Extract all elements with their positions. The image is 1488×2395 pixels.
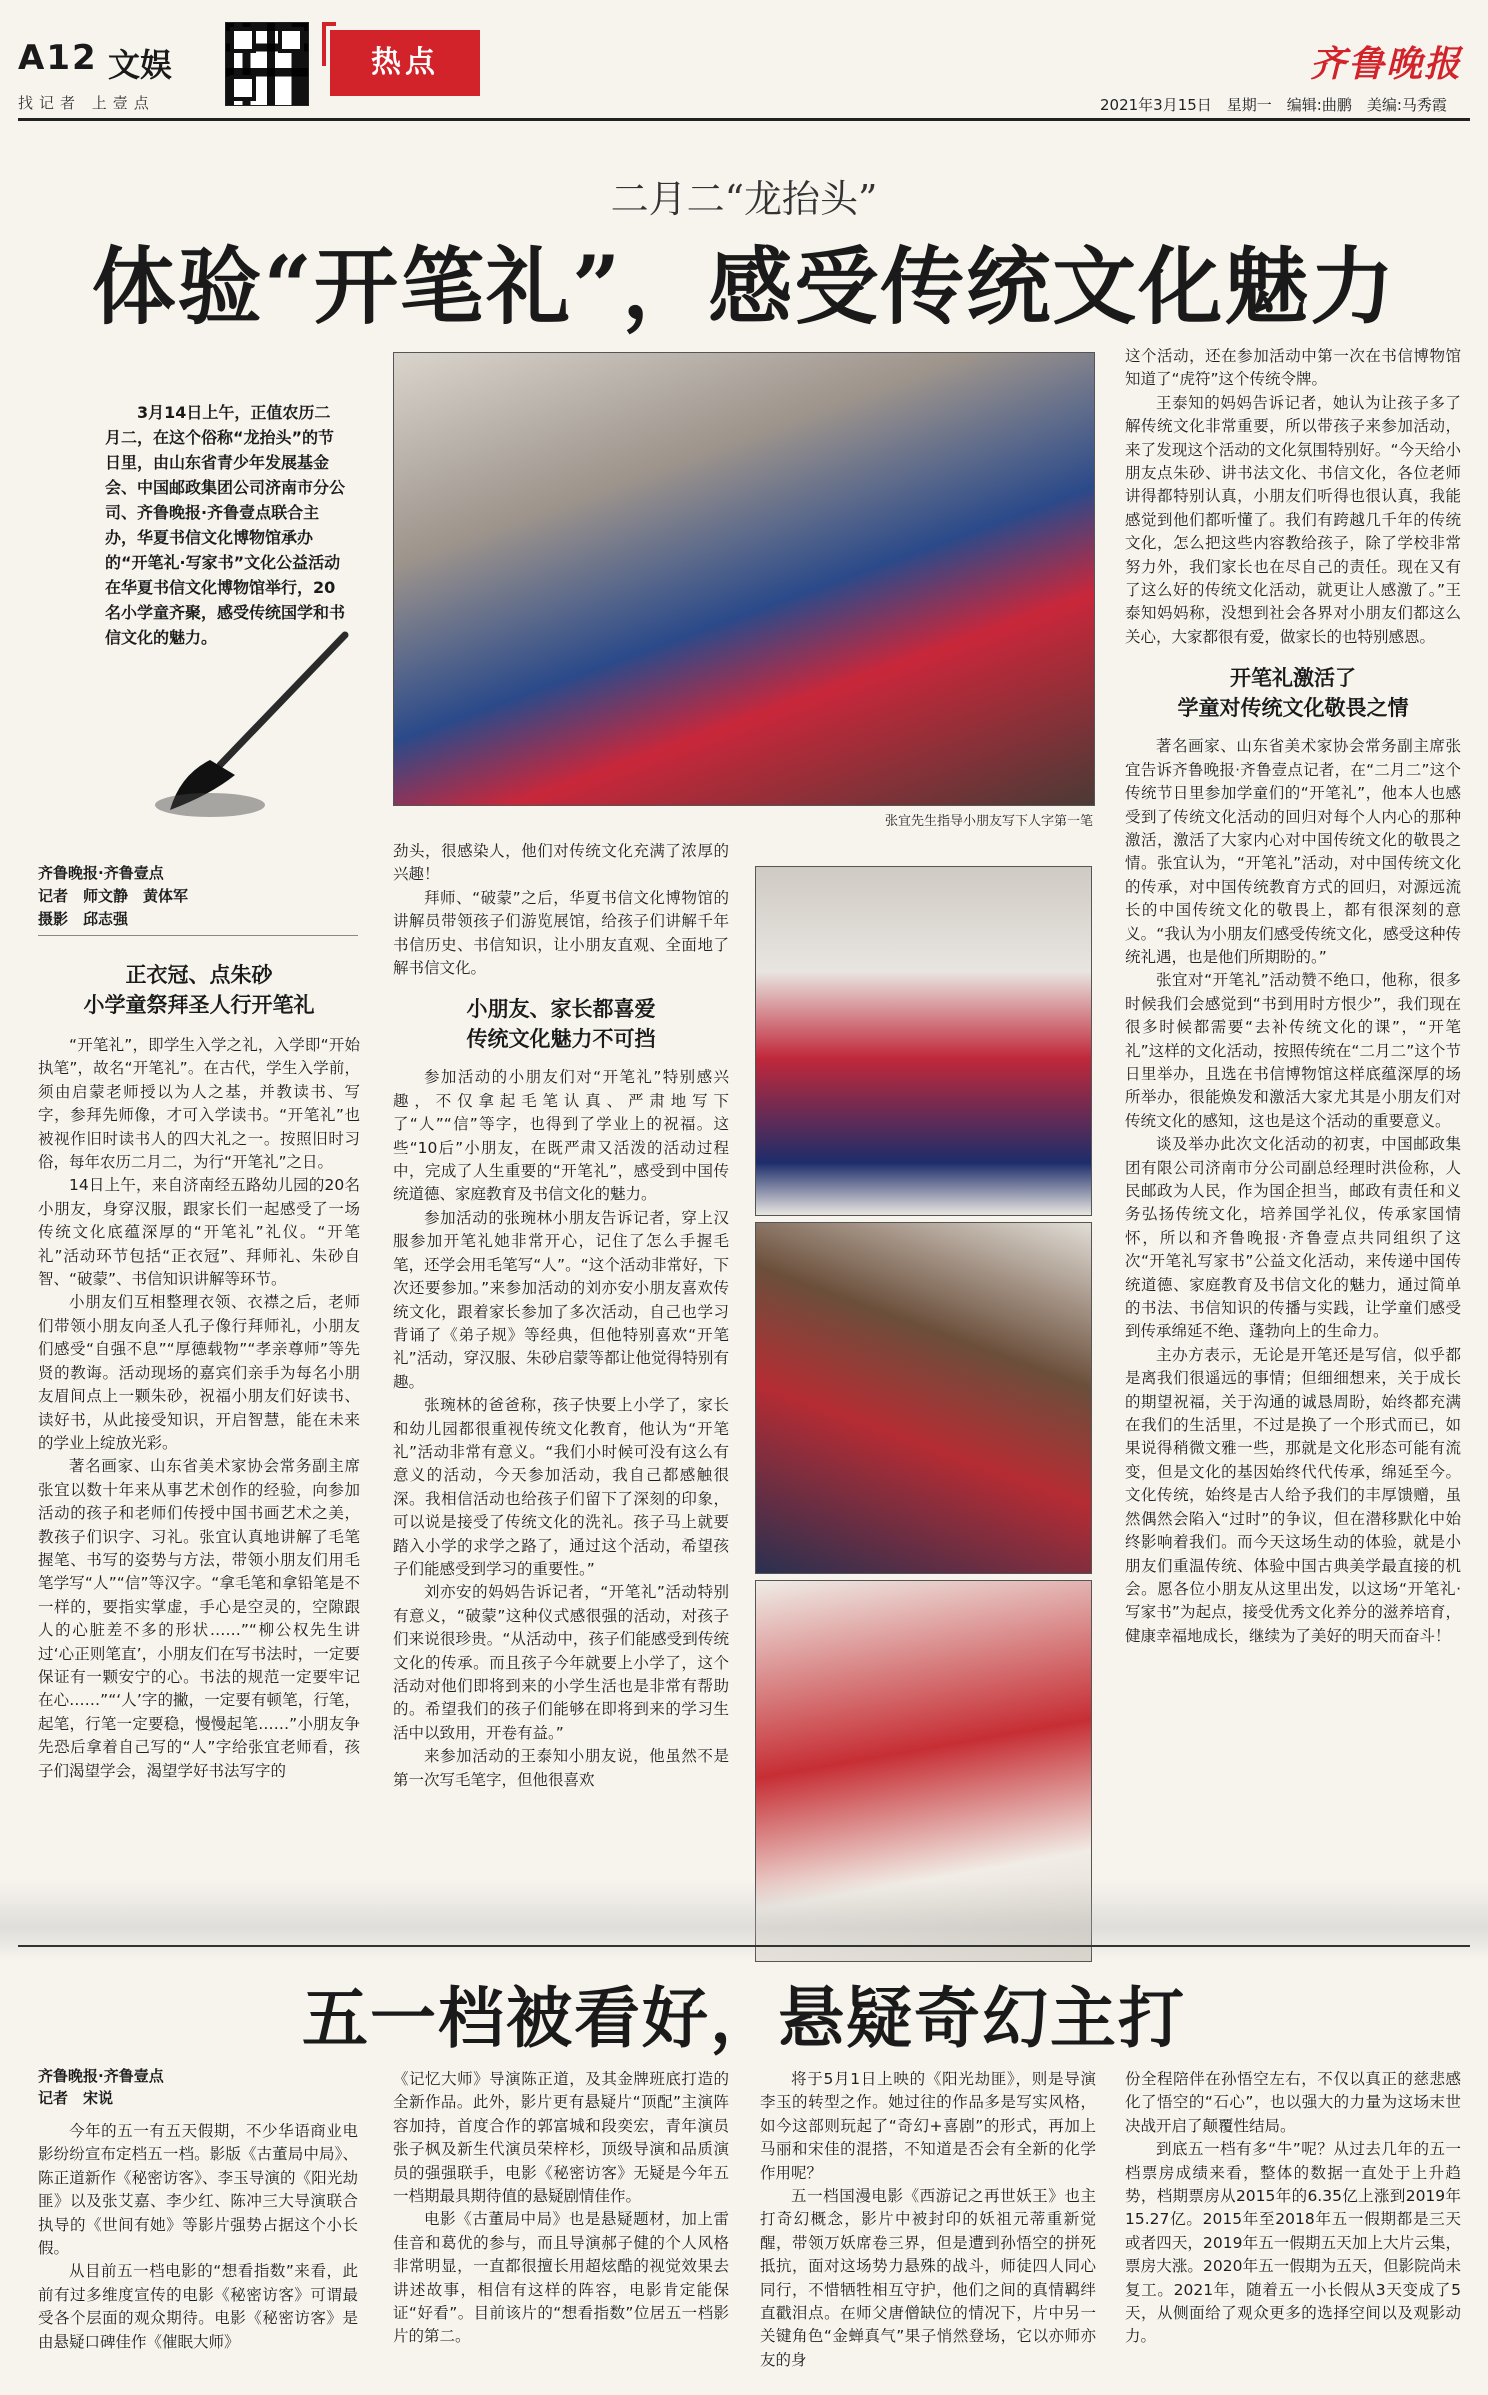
story2-column-2 — [393, 2068, 729, 2349]
paragraph: 份全程陪伴在孙悟空左右，不仅以真正的慈悲感化了悟空的“石心”，也以强大的力量为这场末世决战开启了颠覆性结局。 — [1125, 2070, 1461, 2135]
story-divider — [18, 1945, 1470, 1947]
paragraph: 小朋友们互相整理衣领、衣襟之后，老师们带领小朋友向圣人孔子像行拜师礼，小朋友们感受“自强不息”“厚德载物”“孝亲尊师”等先贤的教诲。活动现场的嘉宾们亲手为每名小朋友眉间点上一颗朱砂，祝福小朋友们好读书、读好书，从此接受知识，开启智慧，能在未来的学业上绽放光彩。 — [38, 1293, 360, 1452]
subhead-line: 小学童祭拜圣人行开笔礼 — [83, 992, 315, 1017]
section-name: 文娱 — [108, 46, 173, 84]
subhead — [38, 960, 360, 1020]
subhead-line: 正衣冠、点朱砂 — [125, 962, 273, 987]
subhead-line: 开笔礼激活了 — [1230, 665, 1356, 691]
byline-line: 记者 宋说 — [38, 2089, 114, 2107]
paragraph: 将于5月1日上映的《阳光劫匪》，则是导演李玉的转型之作。她过往的作品多是写实风格，如今这部则玩起了“奇幻+喜剧”的形式，再加上马丽和宋佳的混搭，不知道是否会有全新的化学作用呢？ — [760, 2070, 1096, 2182]
story2-column-4 — [1125, 2068, 1461, 2349]
photo-caption: 张宜先生指导小朋友写下人字第一笔 — [884, 814, 1093, 829]
paragraph: 14日上午，来自济南经五路幼儿园的20名小朋友，身穿汉服，跟家长们一起感受了一场传统文化底蕴深厚的“开笔礼”礼仪。“开笔礼”活动环节包括“正衣冠”、拜师礼、朱砂自智、“破蒙”、书信知识讲解等环节。 — [38, 1176, 360, 1289]
paragraph: 张宜对“开笔礼”活动赞不绝口，他称，很多时候我们会感觉到“书到用时方恨少”，我们现在很多时候都需要“去补传统文化的课”，“开笔礼”这样的文化活动，按照传统在“二月二”这个节日里举办，且选在书信博物馆这样底蕴深厚的场所举办，很能焕发和激活大家尤其是小朋友们对传统文化的感知，这也是这个活动的重要意义。 — [1125, 971, 1461, 1130]
paragraph: 劲头，很感染人，他们对传统文化充满了浓厚的兴趣！ — [393, 842, 729, 884]
ink-wash-decoration — [0, 1880, 1488, 1960]
paragraph: 张琬林的爸爸称，孩子快要上小学了，家长和幼儿园都很重视传统文化教育，他认为“开笔礼”活动非常有意义。“我们小时候可没有这么有意义的活动，今天参加活动，我自己都感触很深。我相信活动也给孩子们留下了深刻的印象，可以说是接受了传统文化的洗礼。孩子马上就要踏入小学的求学之路了，通过这个活动，希望孩子们能感受到学习的重要性。” — [393, 1396, 729, 1578]
paragraph: 拜师、“破蒙”之后，华夏书信文化博物馆的讲解员带领孩子们游览展馆，给孩子们讲解千年书信历史、书信知识，让小朋友直观、全面地了解书信文化。 — [393, 888, 729, 978]
story1-photo-3 — [755, 1222, 1092, 1574]
brush-ink-icon — [150, 625, 360, 825]
subhead-line: 学童对传统文化敬畏之情 — [1177, 695, 1409, 721]
story2-column-1 — [38, 2120, 358, 2354]
paragraph: 刘亦安的妈妈告诉记者，“开笔礼”活动特别有意义，“破蒙”这种仪式感很强的活动，对孩子们来说很珍贵。“从活动中，孩子们能感受到传统文化的传承。而且孩子今年就要上小学了，这个活动对他们即将到来的小学生活也是非常有帮助的。希望我们的孩子们能够在即将到来的学习生活中以致用，开卷有益。” — [393, 1583, 729, 1742]
qr-code-icon[interactable] — [225, 22, 309, 106]
paragraph: 参加活动的小朋友们对“开笔礼”特别感兴趣，不仅拿起毛笔认真、严肃地写下了“人”“信”等字，也得到了学业上的祝福。这些“10后”小朋友，在既严肃又活泼的活动过程中，完成了人生重要的“开笔礼”，感受到中国传统道德、家庭教育及书信文化的魅力。 — [393, 1068, 729, 1204]
byline-divider — [38, 935, 358, 936]
section-tag: 热点 — [330, 30, 480, 96]
subhead — [393, 994, 729, 1054]
story1-column-1 — [38, 960, 360, 1783]
paragraph: 电影《古董局中局》也是悬疑题材，加上雷佳音和葛优的参与，而且导演郝子健的个人风格非常明显，一直都很擅长用超炫酷的视觉效果去讲述故事，相信有这样的阵容，电影肯定能保证“好看”。目前该片的“想看指数”位居五一档影片的第二。 — [393, 2210, 729, 2346]
paragraph: 参加活动的张琬林小朋友告诉记者，穿上汉服参加开笔礼她非常开心，记住了怎么手握毛笔，还学会用毛笔写“人”。“这个活动非常好，下次还要参加。”来参加活动的刘亦安小朋友喜欢传统文化，跟着家长参加了多次活动，自己也学习背诵了《弟子规》等经典，但他特别喜欢“开笔礼”活动，穿汉服、朱砂启蒙等都让他觉得特别有趣。 — [393, 1208, 729, 1391]
newspaper-logo: 齐鲁晚报 — [1310, 43, 1463, 85]
paragraph: 今年的五一有五天假期，不少华语商业电影纷纷宣布定档五一档。影版《古董局中局》、陈正道新作《秘密访客》、李玉导演的《阳光劫匪》以及张艾嘉、李少红、陈冲三大导演联合执导的《世间有她》等影片强势占据这个小长假。 — [38, 2122, 358, 2258]
story1-photo-2 — [755, 866, 1092, 1216]
paragraph: 著名画家、山东省美术家协会常务副主席张宜以数十年来从事艺术创作的经验，向参加活动的孩子和老师们传授中国书画艺术之美，教孩子们识字、习礼。张宜认真地讲解了毛笔握笔、书写的姿势与方法，带领小朋友们用毛笔学写“人”“信”等汉字。“拿毛笔和拿铅笔是不一样的，要指实掌虚，手心是空灵的，空隙跟人的心脏差不多的形状……”“柳公权先生讲过‘心正则笔直’，小朋友们在写书法时，一定要保证有一颗安宁的心。书法的规范一定要牢记在心……”“‘人’字的撇，一定要有顿笔，行笔，起笔，行笔一定要稳，慢慢起笔……”小朋友争先恐后拿着自己写的“人”字给张宜老师看，孩子们渴望学会，渴望学好书法写字的 — [38, 1457, 360, 1780]
paragraph: 到底五一档有多“牛”呢？从过去几年的五一档票房成绩来看，整体的数据一直处于上升趋势，档期票房从2015年的6.35亿上涨到2019年15.27亿。2015年至2018年五一假期都是三天或者四天，2019年五一假期五天加上大片云集，票房大涨。2020年五一假期为五天，但影院尚未复工。2021年，随着五一小长假从3天变成了5天，从侧面给了观众更多的选择空间以及观影动力。 — [1125, 2140, 1461, 2346]
byline-line: 齐鲁晚报·齐鲁壹点 — [38, 864, 164, 882]
paragraph: 来参加活动的王泰知小朋友说，他虽然不是第一次写毛笔字，但他很喜欢 — [393, 1747, 729, 1789]
story1-kicker: 二月二“龙抬头” — [610, 177, 878, 221]
story1-byline — [38, 862, 358, 931]
issue-meta: 2021年3月15日 星期一 编辑:曲鹏 美编:马秀霞 — [1100, 96, 1447, 114]
subhead — [1125, 663, 1461, 723]
paragraph: 从目前五一档电影的“想看指数”来看，此前有过多维度宣传的电影《秘密访客》可谓最受各个层面的观众期待。电影《秘密访客》是由悬疑口碑佳作《催眠大师》 — [38, 2262, 358, 2351]
paragraph: 主办方表示，无论是开笔还是写信，似乎都是离我们很遥远的事情；但细细想来，关于成长的期望祝福，关于沟通的诚恳周盼，始终都充满在我们的生活里，不过是换了一个形式而已，如果说得稍微文雅一些，那就是文化形态可能有流变，但是文化的基因始终代代传承，绵延至今。文化传统，始终是古人给予我们的丰厚馈赠，虽然偶然会陷入“过时”的争议，但在潜移默化中始终影响着我们。而今天这场生动的体验，就是小朋友们重温传统、体验中国古典美学最直接的机会。愿各位小朋友从这里出发，以这场“开笔礼·写家书”为起点，接受优秀文化养分的滋养培育，健康幸福地成长，继续为了美好的明天而奋斗！ — [1125, 1345, 1461, 1645]
story1-lead: 3月14日上午，正值农历二月二，在这个俗称“龙抬头”的节日里，由山东省青少年发展基金会、中国邮政集团公司济南市分公司、齐鲁晚报·齐鲁壹点联合主办，华夏书信文化博物馆承办的“开笔礼·写家书”文化公益活动在华夏书信文化博物馆举行，20名小学童齐聚，感受传统国学和书信文化的魅力。 — [105, 403, 346, 647]
header-rule — [18, 118, 1470, 121]
paragraph: 五一档国漫电影《西游记之再世妖王》也主打奇幻概念，影片中被封印的妖祖元蒂重新觉醒，带领万妖席卷三界，但是遭到孙悟空的拼死抵抗，面对这场势力悬殊的战斗，师徒四人同心同行，不惜牺牲相互守护，他们之间的真情羁绊直戳泪点。在师父唐僧缺位的情况下，片中另一关键角色“金蝉真气”果子悄然登场，它以亦师亦友的身 — [760, 2187, 1096, 2369]
paragraph: 谈及举办此次文化活动的初衷，中国邮政集团有限公司济南市分公司副总经理时洪俭称，人民邮政为人民，作为国企担当，邮政有责任和义务弘扬传统文化，培养国学礼仪，传承家国情怀，所以和齐鲁晚报·齐鲁壹点共同组织了这次“开笔礼写家书”公益文化活动，来传递中国传统道德、家庭教育及书信文化的魅力，通过简单的书法、书信知识的传播与实践，让学童们感受到传承绵延不绝、蓬勃向上的生命力。 — [1125, 1135, 1461, 1341]
story2-headline: 五一档被看好，悬疑奇幻主打 — [302, 1979, 1186, 2057]
story1-column-2 — [393, 840, 729, 1792]
byline-line: 记者 师文静 黄体军 — [38, 887, 189, 905]
byline-line: 齐鲁晚报·齐鲁壹点 — [38, 2067, 164, 2085]
story1-headline: 体验“开笔礼”，感受传统文化魅力 — [91, 237, 1397, 336]
story1-column-3 — [1125, 345, 1461, 1648]
subhead-line: 小朋友、家长都喜爱 — [466, 996, 656, 1022]
paragraph: “开笔礼”，即学生入学之礼，入学即“开始执笔”，故名“开笔礼”。在古代，学生入学前，须由启蒙老师授以为人之基，并教读书、写字，参拜先师像，才可入学读书。“开笔礼”也被视作旧时读书人的四大礼之一。按照旧时习俗，每年农历二月二，为行“开笔礼”之日。 — [38, 1036, 360, 1172]
tagline: 找记者 上壹点 — [18, 94, 155, 112]
subhead-line: 传统文化魅力不可挡 — [466, 1026, 656, 1052]
paragraph: 著名画家、山东省美术家协会常务副主席张宜告诉齐鲁晚报·齐鲁壹点记者，在“二月二”这个传统节日里参加学童们的“开笔礼”，他本人也感受到了传统文化活动的回归对每个人内心的那种激活，激活了大家内心对中国传统文化的敬畏之情。张宜认为，“开笔礼”活动，对中国传统文化的传承，对中国传统教育方式的回归，对源远流长的中国传统文化的敬畏上，都有很深刻的意义。“我认为小朋友们感受传统文化，感受这种传统礼遇，也是他们所期盼的。” — [1125, 737, 1461, 966]
paragraph: 这个活动，还在参加活动中第一次在书信博物馆知道了“虎符”这个传统令牌。 — [1125, 347, 1461, 389]
paragraph: 王泰知的妈妈告诉记者，她认为让孩子多了解传统文化非常重要，所以带孩子来参加活动，来了发现这个活动的文化氛围特别好。“今天给小朋友点朱砂、讲书法文化、书信文化，各位老师讲得都特别认真，小朋友们听得也很认真，我能感觉到他们都听懂了。我们有跨越几千年的传统文化，怎么把这些内容教给孩子，除了学校非常努力外，我们家长也在尽自己的责任。现在又有了这么好的传统文化活动，就更让人感激了。”王泰知妈妈称，没想到社会各界对小朋友们都这么关心，大家都很有爱，做家长的也特别感恩。 — [1125, 393, 1461, 646]
page-number: A12 — [18, 38, 98, 78]
story2-column-3 — [760, 2068, 1096, 2372]
story2-byline — [38, 2065, 338, 2109]
byline-line: 摄影 邱志强 — [38, 910, 129, 928]
paragraph: 《记忆大师》导演陈正道，及其金牌班底打造的全新作品。此外，影片更有悬疑片“顶配”主演阵容加持，首度合作的郭富城和段奕宏，青年演员张子枫及新生代演员荣梓杉，顶级导演和品质演员的强强联手，电影《秘密访客》无疑是今年五一档期最具期待值的悬疑剧情佳作。 — [393, 2070, 729, 2206]
story1-photo-main — [393, 352, 1095, 806]
